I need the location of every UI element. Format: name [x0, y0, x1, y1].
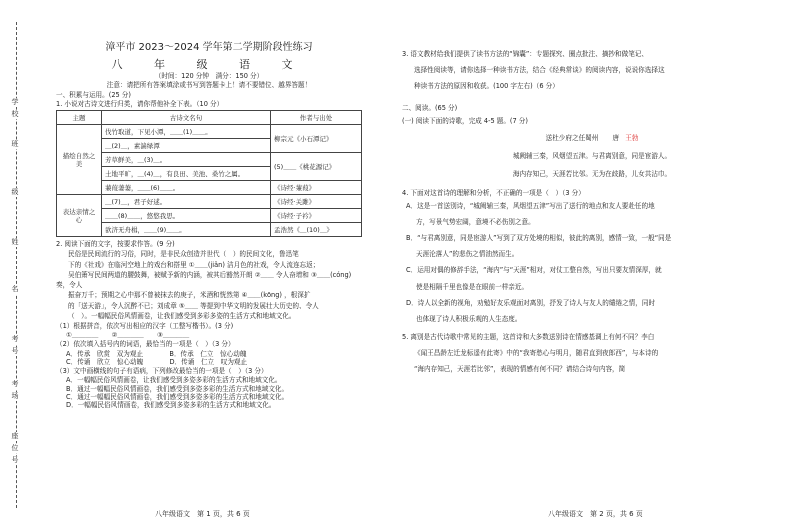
- binding-label: 场: [9, 392, 21, 401]
- binding-label: 班: [9, 140, 21, 149]
- table-cell: 伐竹取道，下见小潭，＿＿(1)＿＿。: [102, 125, 271, 139]
- option-line: D．一幅幅民俗风情画卷，我们感受到多姿多彩的生活方式和地域文化。: [66, 401, 276, 410]
- table-cell: ＿(2)＿，素湍绿潭: [102, 139, 271, 153]
- binding-label: 位: [9, 444, 21, 453]
- table-cell: (5)＿＿《桃花源记》: [271, 153, 362, 181]
- option-line: A．传承 欣赏 双为观止 B．传承 仁立 惊心动魄: [66, 349, 247, 358]
- question-line: 种读书方法的原因和收获。(100 字左右)（6 分）: [414, 82, 559, 91]
- question-line: 5. 离别是古代诗歌中常见的主题，这首诗和大多数送别诗在情感基调上有何不同？李白: [402, 332, 655, 341]
- table-row: [57, 181, 362, 195]
- exam-title: 漳平市 2023～2024 学年第二学期阶段性练习: [105, 42, 313, 53]
- table-cell: 芳草鲜美，＿(3)＿。: [102, 153, 271, 167]
- option-line: A．这是一首送别诗，“城阙辅三秦，风烟望五津”写出了送行的地点和友人要赴任的地: [406, 201, 655, 210]
- question-2: 2. 阅读下面的文字，按要求作答。(9 分): [56, 240, 175, 249]
- passage-line: 下的《社戏》在临河空地上的戏台和搭里 ①＿＿(jiǎn) 洁月色的社戏，令人流连忘返；: [68, 260, 320, 269]
- poem-section-heading: (一) 阅读下面的诗歌，完成 4-5 题。(7 分): [402, 116, 528, 125]
- question-2-1: （1）根据拼音，依次写出相应的汉字（工整写楷书）。(3 分): [56, 321, 234, 330]
- section-heading: 一、积累与运用。(25 分): [56, 90, 131, 99]
- binding-label: 座: [9, 432, 21, 441]
- table-theme: 表达亲情之心: [57, 195, 102, 237]
- question-4-options: [402, 198, 782, 327]
- table-cell: 《诗经·关雎》: [271, 195, 362, 209]
- poem-title: 送杜少府之任蜀州: [545, 133, 599, 142]
- table-cell: ＿＿(8)＿＿，悠悠我思。: [102, 209, 271, 223]
- question-line: 选择性阅读等，请你选择一种读书方法，结合《经典常谈》的阅读内容，说说你选择这: [414, 66, 665, 75]
- poem-line: 城阙辅三秦，风烟望五津。与君离别意，同是宦游人。: [512, 152, 672, 161]
- answer-blanks: ①＿＿＿＿ ②＿＿＿＿ ③＿＿＿＿: [66, 331, 190, 340]
- question-line: 《闻王昌龄左迁龙标遥有此寄》中的“我寄愁心与明月，随君直到夜郎西”，与本诗的: [414, 349, 659, 358]
- page-2: [402, 46, 782, 377]
- notice: 注意：请把所有答案填涂或书写到答题卡上！请不要错位、越界答题！: [106, 81, 312, 90]
- table-cell: 土地平旷，＿(4)＿，有良田、美池、桑竹之属。: [102, 167, 271, 181]
- table-row: [57, 153, 362, 167]
- table-row: [57, 209, 362, 223]
- passage-line: 的「送天游」，令人沉醉不已；刘成章 ⑤＿＿ 等提到中华文明的发展壮大历史的、令人: [68, 301, 319, 310]
- question-line: 3. 语文教材给我们提供了读书方法的“锦囊”：专题探究、圈点批注、摘抄和做笔记、: [402, 50, 648, 58]
- time-info: （时间：120 分钟 满分：150 分）: [154, 72, 264, 81]
- question-line: “海内存知己，天涯若比邻”，表现的情感有何不同？请结合诗句内容，简: [414, 365, 626, 374]
- table-cell: 《诗经·蒹葭》: [271, 181, 362, 195]
- question-2-3: （3）文中画横线的句子有语病，下列修改最恰当的一项是（ ）（3 分）: [56, 367, 268, 376]
- poetry-table: [56, 110, 362, 237]
- exam-subject: 八 年 级 语 文: [111, 57, 307, 71]
- option-line: D．诗人以全新的视角，劝勉好友乐观面对离别，抒发了诗人与友人的缱绻之情，同时: [406, 298, 656, 307]
- option-line: 方，写景气势宏阔，意境不必伤别之意。: [416, 217, 535, 226]
- question-2-2: （2）依次填入括号内的词语，最恰当的一项是（ ）（3 分）: [56, 340, 235, 349]
- option-line: C．运用对偶的修辞手法，“海内”与“天涯”相对，对仗工整自然，写出只要友情深厚，就: [406, 266, 662, 275]
- option-line: 使是相隔千里也像是在眼前一样亲近。: [416, 282, 529, 291]
- table-header: 古诗文名句: [102, 111, 271, 125]
- option-line: A．一幅幅民俗风情画卷，让我们感受到多姿多彩的生活方式和地域文化。: [66, 376, 282, 385]
- table-row: [57, 223, 362, 237]
- poem-header: [402, 134, 782, 142]
- binding-label: 号: [9, 456, 21, 465]
- binding-label: 号: [9, 347, 21, 356]
- option-line: B．“与君离别意，同是宦游人”写到了双方处境的相似，彼此的离别，感情一致，一般“同是: [406, 234, 672, 243]
- option-line: B．通过一幅幅民俗风情画卷，我们感受到多姿多彩的生活方式和地域文化。: [66, 384, 289, 393]
- table-header: 主题: [57, 111, 102, 125]
- question-3: [402, 46, 782, 94]
- option-line: 天涯沦落人”的悲伤之情油然而生。: [416, 250, 519, 259]
- binding-label: 学: [9, 98, 21, 107]
- question-5: [402, 329, 782, 377]
- table-header: 作者与出处: [271, 111, 362, 125]
- binding-label: 考: [9, 380, 21, 389]
- table-cell: ＿(7)＿，君子好逑。: [102, 195, 271, 209]
- table-theme: 描绘自然之美: [57, 125, 102, 195]
- binding-margin: [0, 0, 28, 530]
- passage-line: 吴伯箫写民间两道的腰鼓舞，被赋予新的内涵，被其后豁然开朗 ②＿＿ 令人奋增和 ③＿＿(cóng) 奏，令人: [56, 270, 352, 290]
- binding-label: 校: [9, 110, 21, 119]
- poem-line: 海内存知己，天涯若比邻。无为在歧路，儿女共沾巾。: [512, 170, 672, 179]
- option-line: 也体现了诗人积极乐观的人生态度。: [416, 314, 522, 323]
- passage-line: 振奋万千；预期之心中那不曾被抹去的庚子，米酒和恍然第 ④＿＿(kōng) ，根深扩: [68, 291, 311, 300]
- table-cell: 孟浩然《＿(10)＿》: [271, 223, 362, 237]
- page-1: [56, 42, 362, 409]
- option-line: C．通过一幅幅民俗风情画卷，我们感受到多姿多彩的生活方式和地域文化。: [66, 392, 289, 401]
- section-heading: 二、阅读。(65 分): [402, 104, 458, 113]
- poem-dynasty: 唐: [612, 133, 620, 142]
- question-2-passage: [56, 249, 362, 321]
- poem-author: 王勃: [625, 133, 639, 142]
- binding-label: 姓: [9, 238, 21, 247]
- page-footer: 八年级语文 第 2 页，共 6 页: [548, 510, 643, 518]
- passage-line: 民俗是民间流行的习俗，同时，是非民众创造并世代（ ）的民间文化，鲁迅笔: [68, 250, 299, 259]
- page-footer: 八年级语文 第 1 页，共 6 页: [155, 510, 250, 518]
- question-1: 1. 小说对古诗文进行归类，请你帮他补全下表。（10 分）: [56, 99, 224, 108]
- passage-line: （ ）。一幅幅民俗风情画卷，让我们感受到多彩多姿的生活方式和地域文化。: [68, 311, 296, 320]
- table-cell: 《诗经·子衿》: [271, 209, 362, 223]
- table-header-row: [57, 111, 362, 125]
- question-4: 4. 下面对这首诗的理解和分析，不正确的一项是（ ）（3 分）: [402, 188, 585, 197]
- table-cell: 欲济无舟楫，＿＿(9)＿＿。: [102, 223, 271, 237]
- binding-label: 名: [9, 285, 21, 294]
- table-row: [57, 125, 362, 139]
- table-row: [57, 195, 362, 209]
- option-line: C．传诵 欣立 惊心动魄 D．传诵 仁立 叹为观止: [66, 357, 248, 366]
- binding-label: 考: [9, 335, 21, 344]
- binding-label: 级: [9, 188, 21, 197]
- table-cell: 柳宗元《小石潭记》: [271, 125, 362, 153]
- table-cell: 蒹葭萋萋，＿＿(6)＿＿。: [102, 181, 271, 195]
